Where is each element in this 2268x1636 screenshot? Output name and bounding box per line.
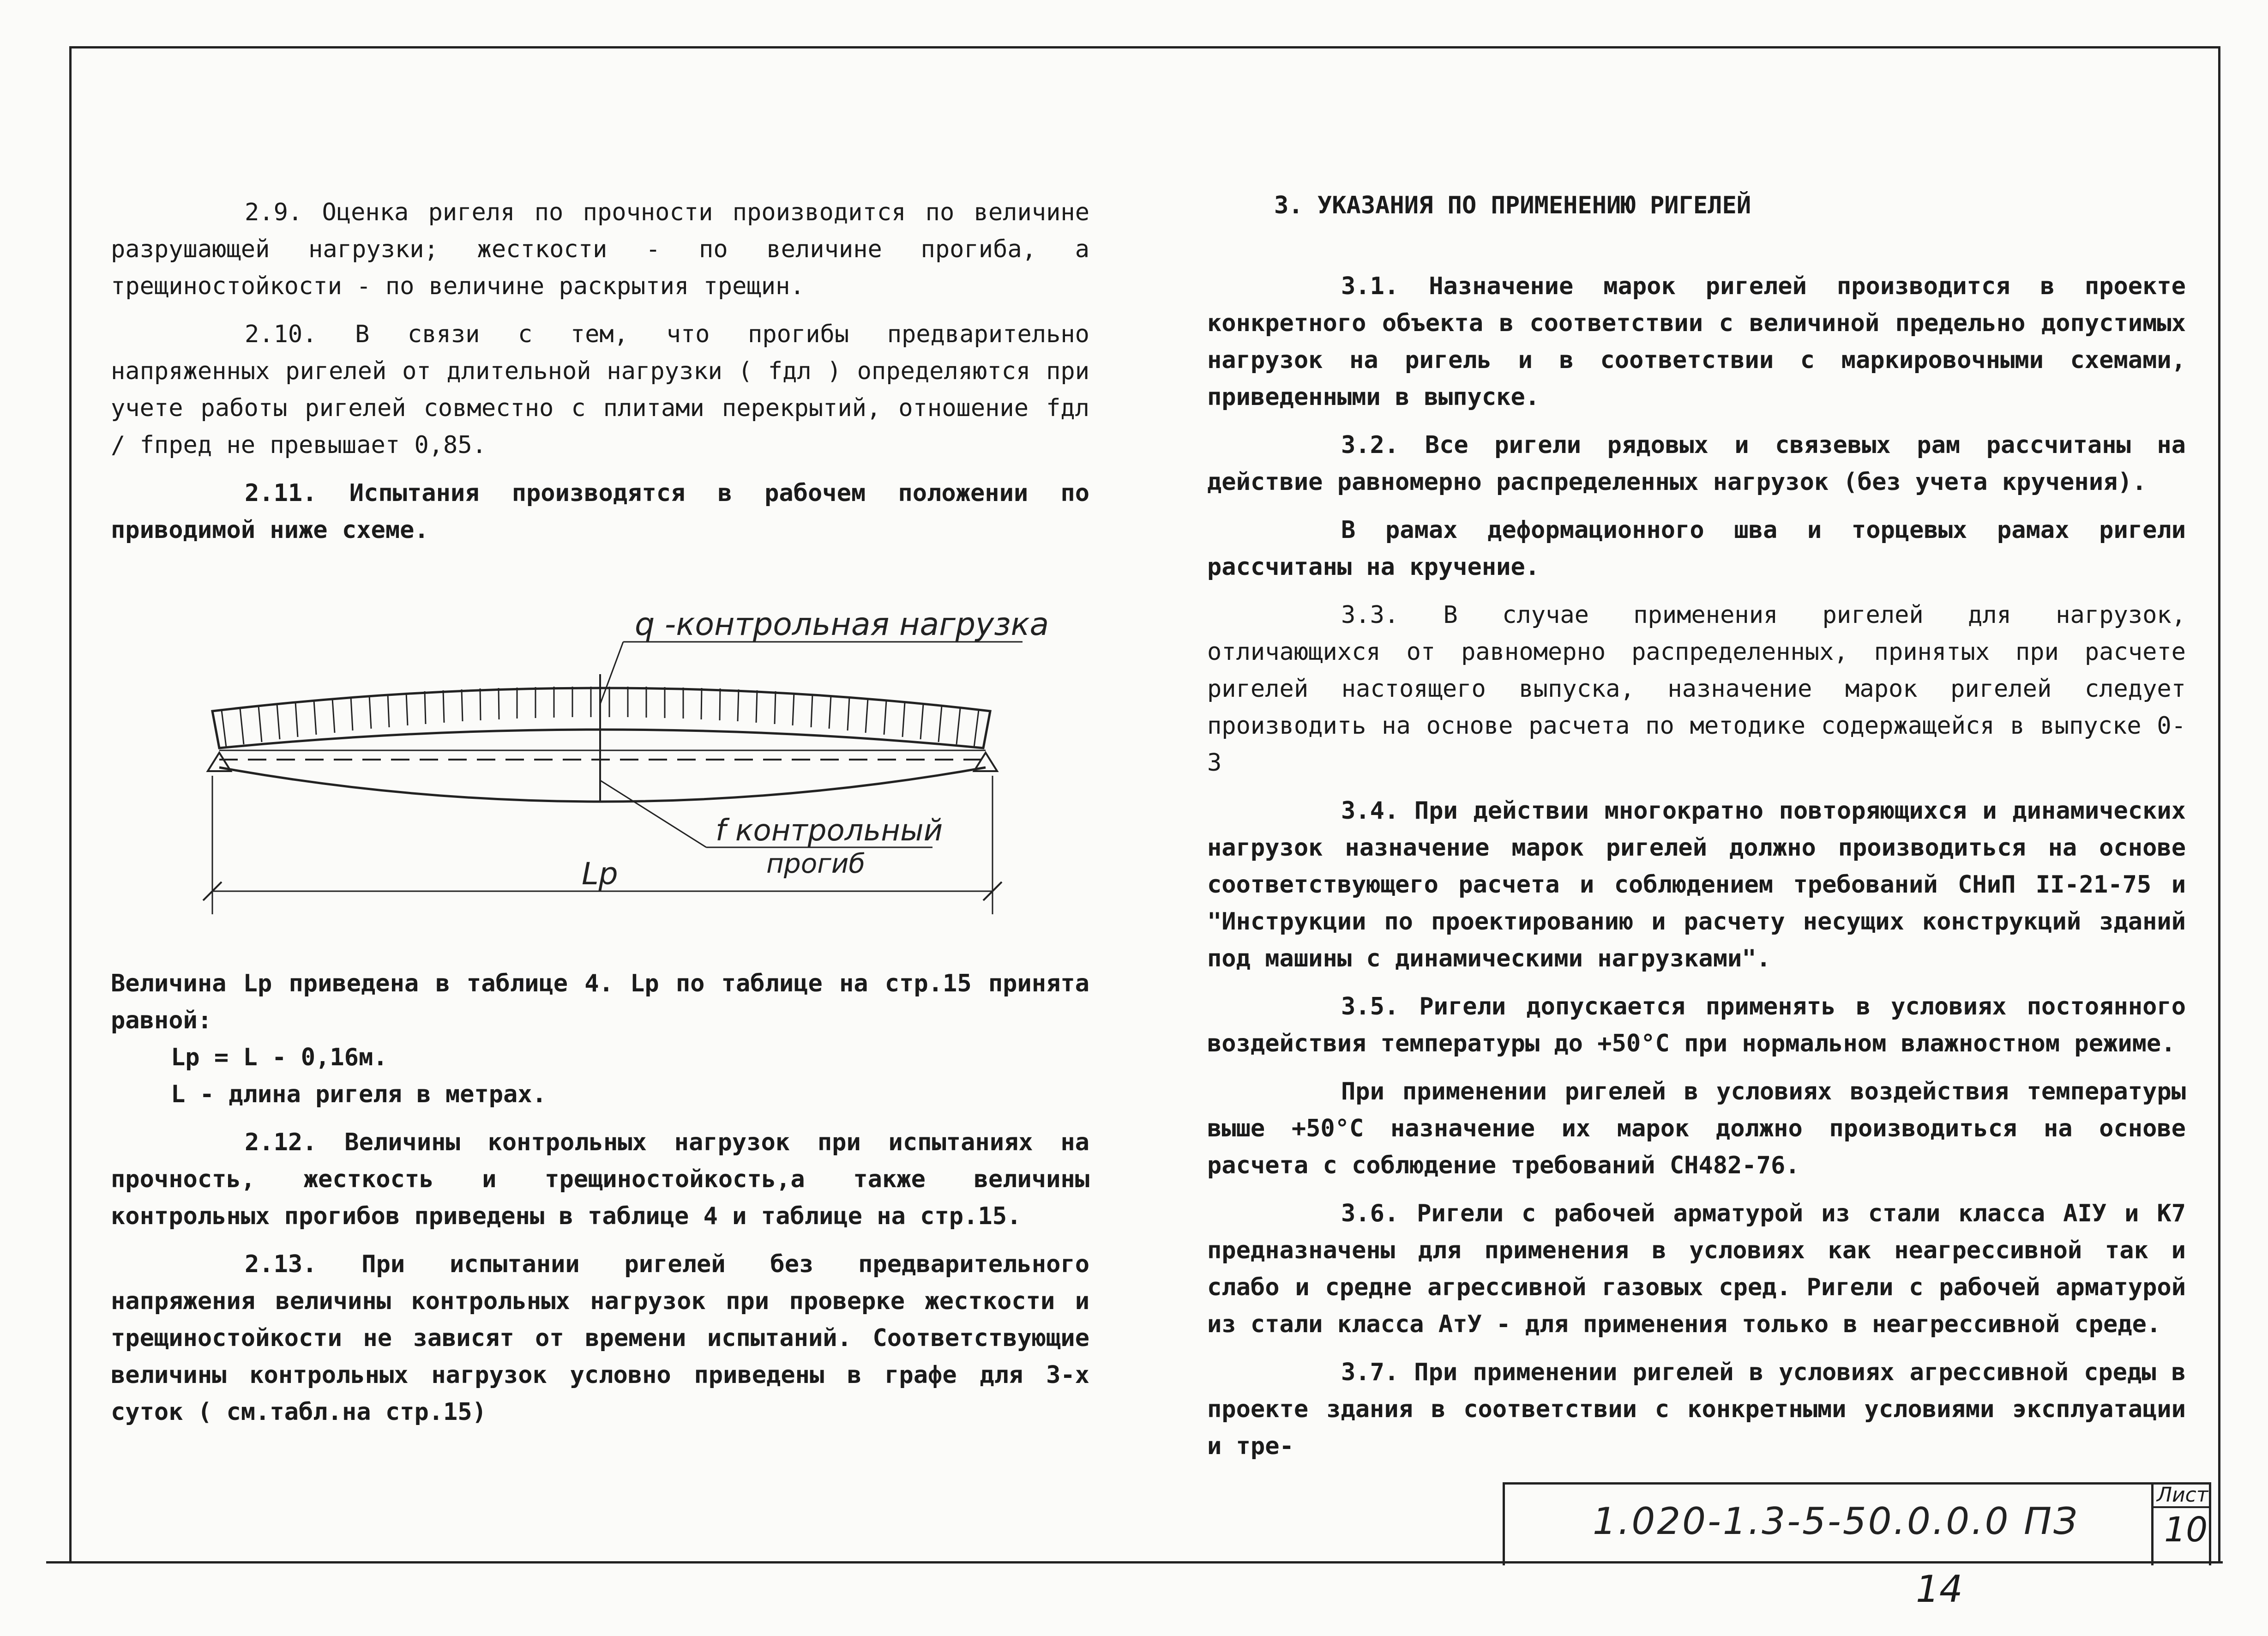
load-leader bbox=[600, 642, 623, 704]
paragraph-2-11: 2.11. Испытания производятся в рабочем положении по приводимой ниже схеме. bbox=[111, 479, 1089, 544]
right-column bbox=[1207, 268, 2186, 1476]
paragraph-3-2: 3.2. Все ригели рядовых и связевых рам рассчитаны на действие равномерно распределенных нагрузок (без учета кручения). bbox=[1207, 431, 2186, 496]
paragraph-2-13: 2.13. При испытании ригелей без предварительного напряжения величины контрольных нагрузок при проверке жесткости и трещиностойкости не зависят от времени испытаний. Соответствующие величины контрольных нагрузок условно приведены в графе для 3-х суток ( см.табл.на стр.15) bbox=[111, 1250, 1089, 1426]
beam-test-diagram bbox=[185, 596, 1062, 928]
paragraph-2-9: 2.9. Оценка ригеля по прочности производится по величине разрушающей нагрузки; жесткости - по величине прогиба, а трещиностойкости - по величине раскрытия трещин. bbox=[111, 199, 1089, 300]
paragraph-3-4: 3.4. При действии многократно повторяющихся и динамических нагрузок назначение марок ригелей должно производиться на основе соответствующего расчета и соблюдением требований СНиП II-21-75 и "Инструкции по проектированию и расчету несущих конструкций зданий под машины с динамическими нагрузками". bbox=[1207, 797, 2186, 972]
paragraph-3-5: 3.5. Ригели допускается применять в условиях постоянного воздействия температуры до +50°С при нормальном влажностном режиме. bbox=[1207, 993, 2186, 1057]
deflection-curve bbox=[219, 767, 986, 802]
paragraph-3-7: 3.7. При применении ригелей в условиях агрессивной среды в проекте здания в соответствии с конкретными условиями эксплуатации и тре- bbox=[1207, 1358, 2186, 1460]
section-3-heading: 3. УКАЗАНИЯ ПО ПРИМЕНЕНИЮ РИГЕЛЕЙ bbox=[1274, 192, 1751, 219]
paragraph-3-6: 3.6. Ригели с рабочей арматурой из стали класса AIУ и К7 предназначены для применения в условиях как неагрессивной так и слабо и средне агрессивной газовых сред. Ригели с рабочей арматурой из стали класса АтУ - для применения только в неагрессивной среде. bbox=[1207, 1200, 2186, 1338]
document-code: 1.020-1.3-5-50.0.0.0 ПЗ bbox=[1593, 1500, 2079, 1543]
paragraph-2-10: 2.10. В связи с тем, что прогибы предварительно напряженных ригелей от длительной нагрузки ( fдл ) определяются при учете работы ригелей совместно с плитами перекрытий, отношение fдл / fпред не превышает 0,85. bbox=[111, 320, 1089, 459]
deflection-label-2: прогиб bbox=[766, 848, 866, 879]
paragraph-3-2b: В рамах деформационного шва и торцевых рамах ригели рассчитаны на кручение. bbox=[1207, 516, 2186, 581]
page-number: 14 bbox=[1916, 1568, 1963, 1611]
sheet-label: Лист bbox=[2157, 1483, 2208, 1507]
lp-text: Величина Lр приведена в таблице 4. Lр по таблице на стр.15 принята равной: bbox=[111, 970, 1089, 1034]
load-label: q -контрольная нагрузка bbox=[635, 606, 1049, 643]
paragraph-3-3: 3.3. В случае применения ригелей для нагрузок, отличающихся от равномерно распределенных, принятых при расчете ригелей настоящего выпуска, назначение марок ригелей следует производить на основе расчета по методике содержащейся в выпуске 0-3 bbox=[1207, 601, 2186, 777]
lp-formula-note: L - длина ригеля в метрах. bbox=[171, 1081, 547, 1108]
paragraph-3-1: 3.1. Назначение марок ригелей производится в проекте конкретного объекта в соответствии с величиной предельно допустимых нагрузок на ригель и в соответствии с маркировочными схемами, приведенными в выпуске. bbox=[1207, 272, 2186, 411]
lp-formula: Lр = L - 0,16м. bbox=[171, 1044, 388, 1071]
paragraph-3-5b: При применении ригелей в условиях воздействия температуры выше +50°С назначение их марок должно производиться на основе расчета с соблюдение требований СН482-76. bbox=[1207, 1078, 2186, 1179]
deflection-leader bbox=[600, 780, 706, 847]
left-column-bottom bbox=[111, 965, 1089, 1442]
sheet-number: 10 bbox=[2164, 1510, 2208, 1550]
left-column-top bbox=[111, 194, 1089, 560]
deflection-label: f контрольный bbox=[716, 814, 943, 848]
span-label: Lр bbox=[582, 856, 618, 892]
load-band bbox=[212, 688, 990, 748]
paragraph-2-12: 2.12. Величины контрольных нагрузок при испытаниях на прочность, жесткость и трещиностойкость,а также величины контрольных прогибов приведены в таблице 4 и таблице на стр.15. bbox=[111, 1129, 1089, 1230]
